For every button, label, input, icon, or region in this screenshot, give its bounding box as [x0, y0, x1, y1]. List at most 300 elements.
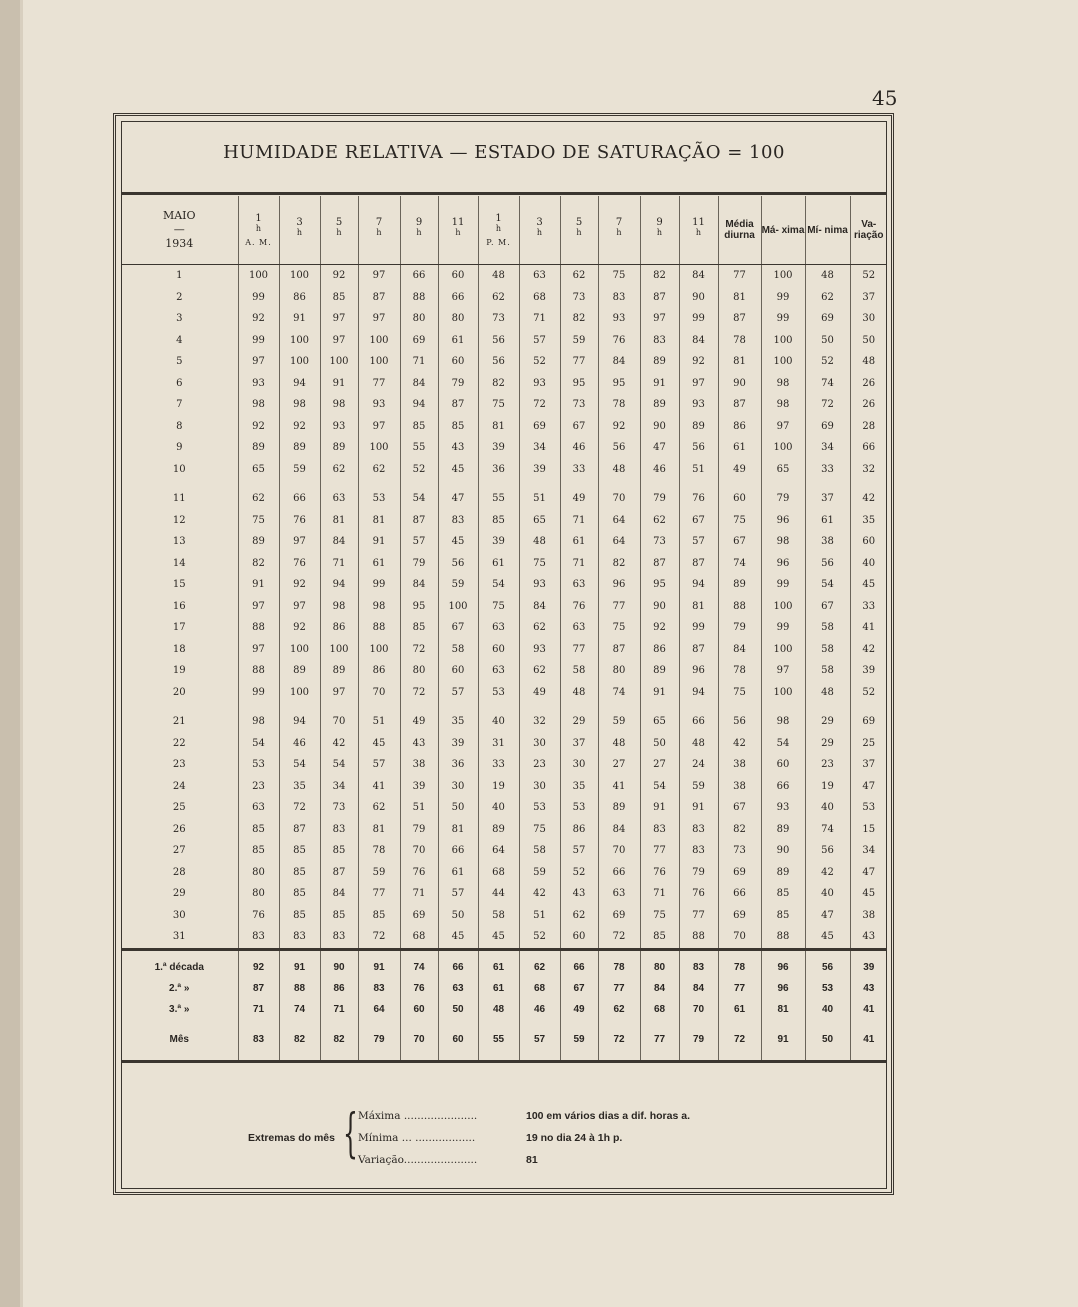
value-cell: 75 [478, 596, 519, 618]
value-cell: 56 [478, 330, 519, 352]
value-cell: 91 [320, 373, 358, 395]
value-cell: 97 [679, 373, 718, 395]
day-cell: 10 [172, 463, 186, 475]
value-cell: 58 [560, 660, 598, 682]
value-cell: 95 [598, 373, 640, 395]
value-cell: 19 [478, 776, 519, 798]
value-cell: 52 [850, 265, 887, 287]
value-cell: 100 [761, 437, 805, 459]
summary-value-cell: 91 [358, 949, 400, 978]
day-cell: 23 [172, 759, 186, 771]
value-cell: 98 [238, 394, 279, 416]
value-cell: 95 [560, 373, 598, 395]
value-cell: 84 [400, 373, 438, 395]
value-cell: 90 [679, 287, 718, 309]
day-cell: 17 [172, 622, 186, 634]
value-cell: 87 [679, 553, 718, 575]
value-cell: 90 [640, 416, 679, 438]
value-cell: 33 [478, 754, 519, 776]
day-cell: 15 [172, 579, 186, 591]
value-cell: 38 [718, 776, 761, 798]
value-cell: 60 [438, 351, 478, 373]
value-cell: 71 [320, 553, 358, 575]
value-cell: 85 [279, 840, 320, 862]
value-cell: 74 [718, 553, 761, 575]
value-cell: 39 [438, 733, 478, 755]
value-cell: 31 [478, 733, 519, 755]
value-cell: 66 [438, 840, 478, 862]
summary-row [121, 1020, 887, 1062]
value-cell: 62 [519, 660, 560, 682]
value-cell: 60 [438, 265, 478, 287]
value-cell: 35 [560, 776, 598, 798]
value-cell: 63 [238, 797, 279, 819]
value-cell: 67 [718, 531, 761, 553]
value-cell: 80 [238, 883, 279, 905]
value-cell: 71 [400, 883, 438, 905]
table-row [121, 682, 887, 704]
value-cell: 83 [320, 819, 358, 841]
value-cell: 85 [400, 617, 438, 639]
summary-value-cell: 60 [400, 999, 438, 1020]
value-cell: 52 [805, 351, 850, 373]
value-cell: 56 [805, 840, 850, 862]
value-cell: 43 [400, 733, 438, 755]
value-cell: 53 [358, 480, 400, 510]
title-divider [121, 192, 887, 195]
value-cell: 90 [718, 373, 761, 395]
value-cell: 62 [519, 617, 560, 639]
value-cell: 83 [640, 330, 679, 352]
value-cell: 73 [560, 394, 598, 416]
value-cell: 53 [238, 754, 279, 776]
value-cell: 78 [718, 330, 761, 352]
value-cell: 93 [238, 373, 279, 395]
hour-suffix: h [695, 228, 702, 238]
extremes-label: Extremas do mês [248, 1132, 335, 1144]
value-cell: 63 [478, 660, 519, 682]
summary-value-cell: 67 [560, 978, 598, 999]
value-cell: 52 [519, 926, 560, 949]
value-cell: 61 [438, 330, 478, 352]
value-cell: 74 [805, 819, 850, 841]
summary-value-cell: 39 [850, 949, 887, 978]
value-cell: 98 [761, 394, 805, 416]
value-cell: 92 [238, 416, 279, 438]
value-cell: 87 [718, 394, 761, 416]
summary-value-cell: 81 [761, 999, 805, 1020]
value-cell: 97 [238, 596, 279, 618]
value-cell: 57 [679, 531, 718, 553]
variacao-label: Variação...................... [358, 1154, 478, 1166]
daily-rows [121, 265, 887, 950]
value-cell: 97 [320, 682, 358, 704]
value-cell: 70 [400, 840, 438, 862]
value-cell: 85 [279, 862, 320, 884]
value-cell: 100 [279, 330, 320, 352]
day-cell: 20 [172, 686, 186, 698]
value-cell: 96 [761, 510, 805, 532]
summary-value-cell: 40 [805, 999, 850, 1020]
value-cell: 59 [438, 574, 478, 596]
value-cell: 39 [400, 776, 438, 798]
value-cell: 65 [761, 459, 805, 481]
value-cell: 90 [640, 596, 679, 618]
value-cell: 66 [598, 862, 640, 884]
value-cell: 52 [850, 682, 887, 704]
value-cell: 99 [761, 574, 805, 596]
value-cell: 72 [400, 639, 438, 661]
value-cell: 78 [358, 840, 400, 862]
value-cell: 88 [679, 926, 718, 949]
value-cell: 30 [850, 308, 887, 330]
value-cell: 60 [761, 754, 805, 776]
table-row [121, 862, 887, 884]
value-cell: 45 [438, 926, 478, 949]
value-cell: 57 [560, 840, 598, 862]
value-cell: 80 [438, 308, 478, 330]
value-cell: 97 [279, 596, 320, 618]
summary-value-cell: 72 [598, 1020, 640, 1062]
day-cell: 5 [176, 356, 183, 368]
hour-suffix: h [255, 223, 262, 233]
value-cell: 27 [640, 754, 679, 776]
table-row [121, 459, 887, 481]
day-cell: 16 [172, 600, 186, 612]
value-cell: 82 [598, 553, 640, 575]
value-cell: 97 [358, 265, 400, 287]
value-cell: 75 [640, 905, 679, 927]
value-cell: 47 [438, 480, 478, 510]
value-cell: 97 [358, 416, 400, 438]
day-cell: 22 [172, 737, 186, 749]
day-cell: 1 [176, 270, 183, 282]
value-cell: 66 [761, 776, 805, 798]
value-cell: 97 [320, 330, 358, 352]
value-cell: 56 [805, 553, 850, 575]
value-cell: 99 [761, 287, 805, 309]
hour-label: 7 [615, 217, 623, 229]
value-cell: 98 [358, 596, 400, 618]
table-row [121, 703, 887, 733]
value-cell: 97 [279, 531, 320, 553]
value-cell: 67 [679, 510, 718, 532]
hour-label: 3 [296, 217, 303, 229]
value-cell: 88 [400, 287, 438, 309]
minima-label: Mínima ... .................. [358, 1132, 476, 1144]
value-cell: 60 [850, 531, 887, 553]
value-cell: 70 [598, 840, 640, 862]
value-cell: 92 [238, 308, 279, 330]
value-cell: 45 [478, 926, 519, 949]
value-cell: 63 [560, 574, 598, 596]
value-cell: 91 [640, 797, 679, 819]
value-cell: 54 [805, 574, 850, 596]
value-cell: 100 [761, 639, 805, 661]
value-cell: 100 [279, 682, 320, 704]
value-cell: 41 [598, 776, 640, 798]
hour-label: 11 [692, 217, 705, 229]
value-cell: 84 [679, 265, 718, 287]
value-cell: 38 [805, 531, 850, 553]
summary-value-cell: 96 [761, 978, 805, 999]
value-cell: 100 [320, 351, 358, 373]
value-cell: 95 [400, 596, 438, 618]
value-cell: 88 [718, 596, 761, 618]
value-cell: 87 [438, 394, 478, 416]
value-cell: 84 [679, 330, 718, 352]
value-cell: 63 [598, 883, 640, 905]
value-cell: 86 [718, 416, 761, 438]
value-cell: 39 [478, 531, 519, 553]
value-cell: 43 [438, 437, 478, 459]
day-cell: 18 [172, 643, 186, 655]
summary-value-cell: 82 [279, 1020, 320, 1062]
day-cell: 14 [172, 557, 186, 569]
value-cell: 99 [238, 330, 279, 352]
value-cell: 32 [850, 459, 887, 481]
value-cell: 74 [805, 373, 850, 395]
value-cell: 55 [478, 480, 519, 510]
value-cell: 85 [238, 819, 279, 841]
value-cell: 84 [320, 531, 358, 553]
value-cell: 34 [320, 776, 358, 798]
summary-value-cell: 64 [358, 999, 400, 1020]
summary-value-cell: 61 [718, 999, 761, 1020]
value-cell: 57 [438, 883, 478, 905]
value-cell: 93 [679, 394, 718, 416]
value-cell: 81 [358, 819, 400, 841]
value-cell: 99 [679, 308, 718, 330]
value-cell: 100 [761, 265, 805, 287]
value-cell: 85 [320, 840, 358, 862]
variacao-header: Va- riação [850, 196, 887, 265]
hour-suffix: h [656, 228, 663, 238]
table-row [121, 596, 887, 618]
value-cell: 52 [519, 351, 560, 373]
summary-value-cell: 77 [640, 1020, 679, 1062]
value-cell: 76 [279, 510, 320, 532]
value-cell: 42 [805, 862, 850, 884]
value-cell: 94 [279, 373, 320, 395]
value-cell: 81 [718, 287, 761, 309]
value-cell: 79 [640, 480, 679, 510]
value-cell: 76 [560, 596, 598, 618]
value-cell: 54 [238, 733, 279, 755]
value-cell: 94 [400, 394, 438, 416]
hour-label: 11 [451, 217, 465, 229]
value-cell: 30 [519, 733, 560, 755]
value-cell: 62 [358, 797, 400, 819]
value-cell: 100 [438, 596, 478, 618]
value-cell: 57 [358, 754, 400, 776]
value-cell: 87 [640, 287, 679, 309]
summary-value-cell: 80 [640, 949, 679, 978]
value-cell: 54 [320, 754, 358, 776]
value-cell: 85 [279, 905, 320, 927]
hour-suffix: h [296, 228, 303, 238]
value-cell: 91 [238, 574, 279, 596]
value-cell: 80 [400, 660, 438, 682]
value-cell: 48 [598, 459, 640, 481]
value-cell: 89 [478, 819, 519, 841]
value-cell: 89 [761, 819, 805, 841]
value-cell: 52 [560, 862, 598, 884]
summary-value-cell: 50 [438, 999, 478, 1020]
value-cell: 57 [400, 531, 438, 553]
summary-value-cell: 59 [560, 1020, 598, 1062]
value-cell: 67 [805, 596, 850, 618]
summary-value-cell: 56 [805, 949, 850, 978]
summary-label-cell: 2.ª » [169, 982, 190, 994]
table-row [121, 510, 887, 532]
table-row [121, 531, 887, 553]
value-cell: 61 [478, 553, 519, 575]
summary-value-cell: 91 [761, 1020, 805, 1062]
value-cell: 66 [850, 437, 887, 459]
value-cell: 75 [718, 510, 761, 532]
summary-row [121, 949, 887, 978]
value-cell: 93 [358, 394, 400, 416]
value-cell: 30 [560, 754, 598, 776]
value-cell: 100 [279, 351, 320, 373]
value-cell: 50 [850, 330, 887, 352]
value-cell: 77 [358, 373, 400, 395]
period-label: A. M. [245, 238, 272, 248]
value-cell: 85 [320, 905, 358, 927]
value-cell: 99 [761, 617, 805, 639]
value-cell: 62 [560, 265, 598, 287]
value-cell: 100 [358, 330, 400, 352]
value-cell: 37 [850, 287, 887, 309]
summary-value-cell: 70 [400, 1020, 438, 1062]
value-cell: 48 [679, 733, 718, 755]
value-cell: 87 [598, 639, 640, 661]
value-cell: 73 [640, 531, 679, 553]
value-cell: 85 [358, 905, 400, 927]
value-cell: 65 [238, 459, 279, 481]
value-cell: 89 [238, 437, 279, 459]
value-cell: 60 [560, 926, 598, 949]
summary-value-cell: 79 [358, 1020, 400, 1062]
value-cell: 96 [761, 553, 805, 575]
value-cell: 94 [279, 703, 320, 733]
value-cell: 99 [679, 617, 718, 639]
table-row [121, 819, 887, 841]
hour-label: 5 [575, 217, 583, 229]
summary-value-cell: 74 [279, 999, 320, 1020]
maxima-label: Máxima ...................... [358, 1110, 478, 1122]
value-cell: 79 [718, 617, 761, 639]
value-cell: 66 [679, 703, 718, 733]
summary-value-cell: 41 [850, 1020, 887, 1062]
summary-value-cell: 71 [238, 999, 279, 1020]
value-cell: 83 [640, 819, 679, 841]
summary-value-cell: 74 [400, 949, 438, 978]
summary-label-cell: 1.ª década [121, 949, 238, 978]
value-cell: 27 [598, 754, 640, 776]
value-cell: 84 [598, 819, 640, 841]
hour-suffix: h [495, 223, 502, 233]
hour-suffix: h [455, 228, 461, 238]
value-cell: 76 [640, 862, 679, 884]
value-cell: 95 [640, 574, 679, 596]
value-cell: 37 [850, 754, 887, 776]
hour-column-header [679, 196, 718, 265]
value-cell: 87 [320, 862, 358, 884]
value-cell: 29 [560, 703, 598, 733]
value-cell: 23 [519, 754, 560, 776]
summary-value-cell: 55 [478, 1020, 519, 1062]
value-cell: 62 [320, 459, 358, 481]
value-cell: 85 [320, 287, 358, 309]
page-number: 45 [872, 86, 898, 110]
summary-label-cell: 3.ª » [169, 1003, 190, 1015]
value-cell: 39 [478, 437, 519, 459]
value-cell: 85 [400, 416, 438, 438]
value-cell: 48 [850, 351, 887, 373]
table-row [121, 416, 887, 438]
value-cell: 71 [560, 510, 598, 532]
value-cell: 58 [805, 617, 850, 639]
value-cell: 100 [279, 639, 320, 661]
day-cell: 19 [172, 665, 186, 677]
value-cell: 75 [718, 682, 761, 704]
value-cell: 59 [358, 862, 400, 884]
value-cell: 98 [761, 703, 805, 733]
day-cell: 8 [176, 420, 183, 432]
value-cell: 85 [279, 883, 320, 905]
summary-value-cell: 49 [560, 999, 598, 1020]
book-binding-edge [0, 0, 22, 1307]
value-cell: 81 [679, 596, 718, 618]
value-cell: 58 [805, 639, 850, 661]
value-cell: 54 [761, 733, 805, 755]
value-cell: 34 [519, 437, 560, 459]
day-cell: 28 [172, 866, 186, 878]
value-cell: 35 [850, 510, 887, 532]
value-cell: 75 [519, 819, 560, 841]
value-cell: 77 [358, 883, 400, 905]
value-cell: 99 [358, 574, 400, 596]
value-cell: 49 [519, 682, 560, 704]
value-cell: 69 [598, 905, 640, 927]
value-cell: 88 [238, 617, 279, 639]
value-cell: 83 [598, 287, 640, 309]
value-cell: 91 [279, 308, 320, 330]
value-cell: 69 [805, 308, 850, 330]
summary-value-cell: 83 [358, 978, 400, 999]
value-cell: 92 [598, 416, 640, 438]
value-cell: 80 [598, 660, 640, 682]
value-cell: 45 [850, 883, 887, 905]
value-cell: 66 [400, 265, 438, 287]
value-cell: 99 [238, 682, 279, 704]
value-cell: 93 [519, 373, 560, 395]
value-cell: 62 [640, 510, 679, 532]
value-cell: 53 [560, 797, 598, 819]
value-cell: 77 [718, 265, 761, 287]
value-cell: 69 [400, 905, 438, 927]
day-cell: 29 [172, 888, 186, 900]
value-cell: 92 [679, 351, 718, 373]
value-cell: 45 [805, 926, 850, 949]
value-cell: 72 [279, 797, 320, 819]
value-cell: 54 [640, 776, 679, 798]
value-cell: 48 [478, 265, 519, 287]
value-cell: 59 [519, 862, 560, 884]
value-cell: 72 [805, 394, 850, 416]
